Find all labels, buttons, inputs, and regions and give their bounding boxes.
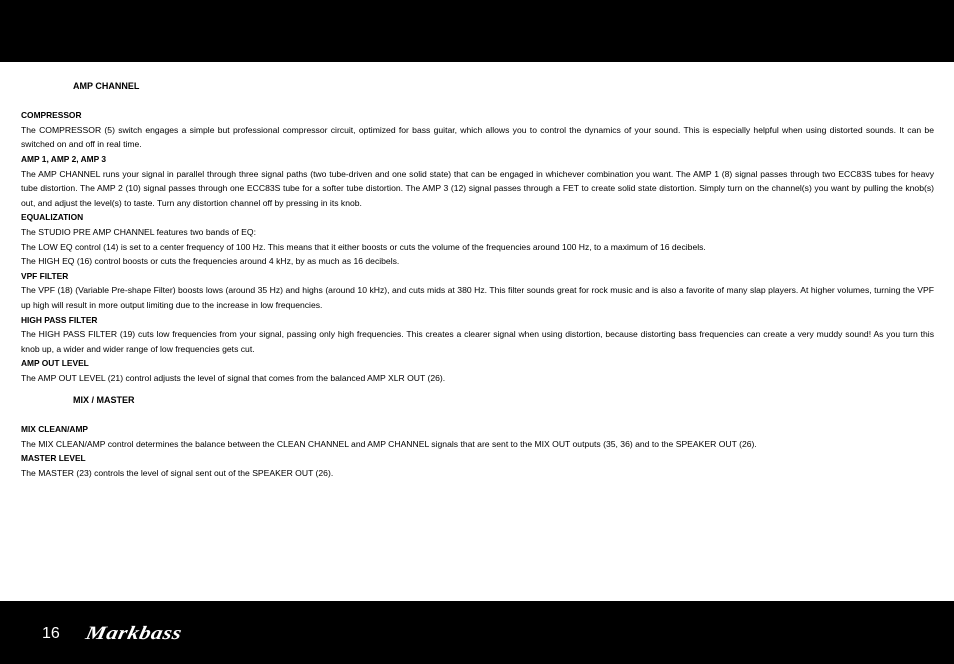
section-title: MIX / MASTER	[73, 394, 135, 405]
subsection-heading: AMP 1, AMP 2, AMP 3	[21, 153, 107, 164]
section-spacer	[21, 94, 934, 109]
section-spacer	[21, 407, 934, 422]
body-paragraph: The AMP CHANNEL runs your signal in parallel through three signal paths (two tube-driven and one solid state) that can be engaged in whichever combination you want. The AMP 1 (8) signal passes through two ECC83S tubes for heavy tube distortion. The AMP 2 (10) signal passes through one ECC83S tube for a softer tube distortion. The AMP 3 (12) signal passes through a FET to create solid state distortion. Simply turn on the channel(s) you want by pulling the knob(s) out, and adjust the level(s) to taste. Turn any distortion channel off by pressing in its knob.	[21, 168, 934, 208]
section-gap	[21, 385, 934, 392]
body-paragraph: The LOW EQ control (14) is set to a center frequency of 100 Hz. This means that it either boosts or cuts the volume of the frequencies around 100 Hz, to a maximum of 16 decibels.	[21, 241, 706, 252]
body-paragraph: The STUDIO PRE AMP CHANNEL features two bands of EQ:	[21, 226, 256, 237]
subsection-heading: AMP OUT LEVEL	[21, 358, 89, 369]
footer-bar	[0, 601, 954, 664]
header-bar	[0, 0, 954, 62]
markbass-logo: Markbass	[83, 623, 185, 644]
subsection-heading: MIX CLEAN/AMP	[21, 423, 88, 434]
body-paragraph: The HIGH PASS FILTER (19) cuts low frequencies from your signal, passing only high frequencies. This creates a clearer signal when using distortion, because distorting bass frequencies can create a very muddy sound! As you turn this knob up, a wider and wider range of low frequencies gets cut.	[21, 329, 934, 354]
subsection-heading: VPF FILTER	[21, 270, 69, 281]
subsection-heading: MASTER LEVEL	[21, 453, 86, 464]
subsection-heading: COMPRESSOR	[21, 110, 82, 121]
body-paragraph: The VPF (18) (Variable Pre-shape Filter) boosts lows (around 35 Hz) and highs (around 10 kHz), and cuts mids at 380 Hz. This filter sounds great for rock music and is also a favorite of many slap players. At higher volumes, turning the VPF up high will result in more output limiting due to the increase in low frequencies.	[21, 285, 934, 310]
body-paragraph: The MASTER (23) controls the level of signal sent out of the SPEAKER OUT (26).	[21, 467, 334, 478]
subsection-heading: EQUALIZATION	[21, 212, 84, 223]
subsection-heading: HIGH PASS FILTER	[21, 314, 98, 325]
section-title: AMP CHANNEL	[73, 81, 140, 91]
page-number: 16	[42, 625, 60, 642]
body-paragraph: The COMPRESSOR (5) switch engages a simple but professional compressor circuit, optimized for bass guitar, which allows you to control the dynamics of your sound. This is especially helpful when using distorted sounds. It can be switched on and off in real time.	[21, 124, 934, 150]
body-paragraph: The AMP OUT LEVEL (21) control adjusts the level of signal that comes from the balanced AMP XLR OUT (26).	[21, 372, 446, 383]
body-paragraph: The HIGH EQ (16) control boosts or cuts the frequencies around 4 kHz, by as much as 16 decibels.	[21, 256, 400, 267]
body-paragraph: The MIX CLEAN/AMP control determines the balance between the CLEAN CHANNEL and AMP CHANNEL signals that are sent to the MIX OUT outputs (35, 36) and to the SPEAKER OUT (26).	[21, 438, 757, 449]
document-body	[21, 79, 934, 480]
